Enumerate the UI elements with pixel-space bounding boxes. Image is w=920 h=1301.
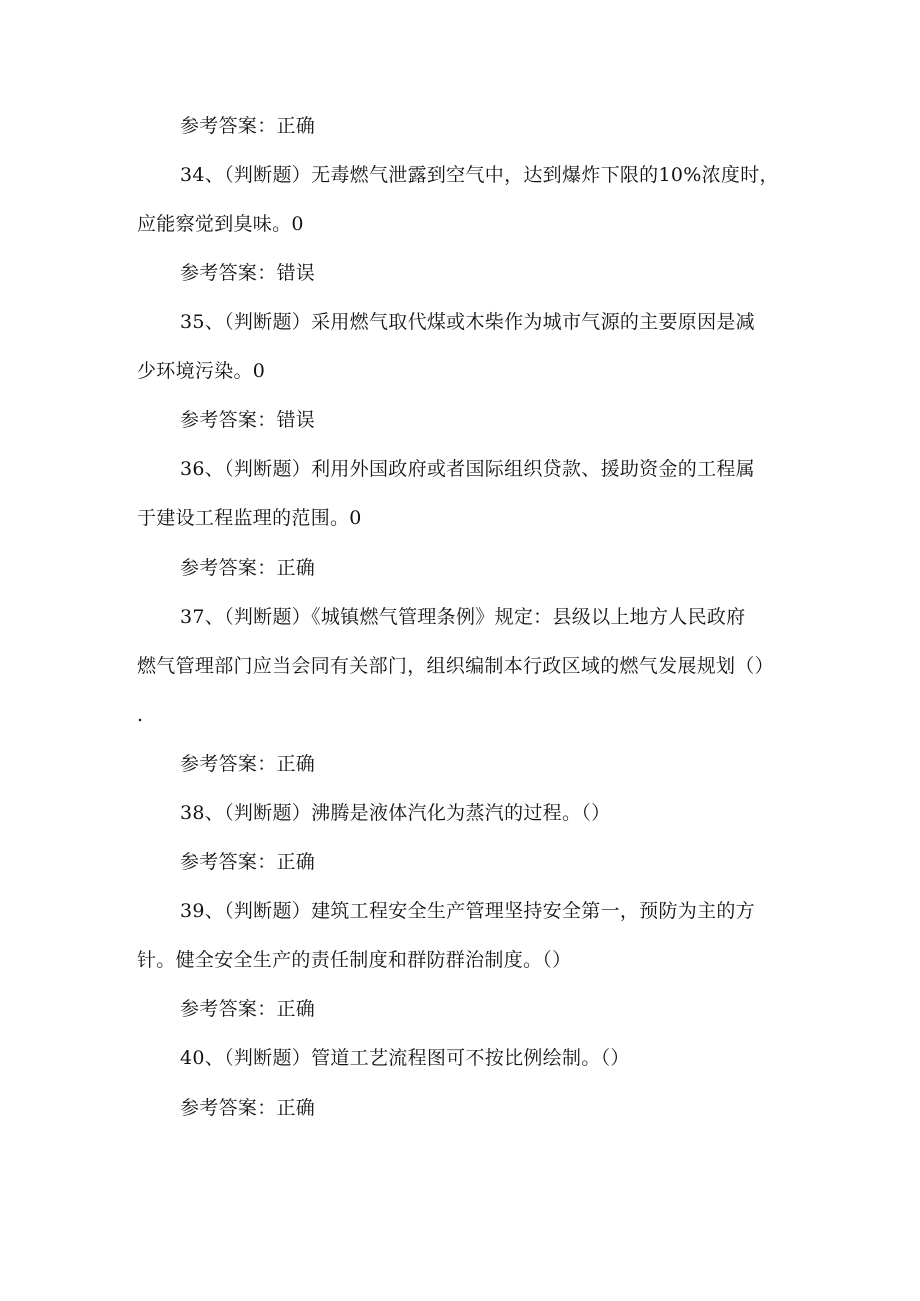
question-35-line-2: 少环境污染。0 — [137, 360, 266, 382]
answer-33: 参考答案：正确 — [180, 115, 316, 137]
question-34-line-1: 34、（判断题）无毒燃气泄露到空气中，达到爆炸下限的10%浓度时， — [180, 164, 779, 186]
answer-37: 参考答案：正确 — [180, 753, 316, 775]
question-34-line-2: 应能察觉到臭味。0 — [137, 213, 304, 235]
answer-34: 参考答案：错误 — [180, 262, 316, 284]
answer-38: 参考答案：正确 — [180, 851, 316, 873]
question-37-line-2: 燃气管理部门应当会同有关部门，组织编制本行政区域的燃气发展规划（） — [137, 655, 774, 677]
question-37-line-3: . — [137, 704, 144, 726]
question-35-line-1: 35、（判断题）采用燃气取代煤或木柴作为城市气源的主要原因是减 — [180, 311, 755, 333]
question-36-line-2: 于建设工程监理的范围。0 — [137, 507, 362, 529]
question-38-line-1: 38、（判断题）沸腾是液体汽化为蒸汽的过程。（） — [180, 802, 611, 824]
question-39-line-1: 39、（判断题）建筑工程安全生产管理坚持安全第一，预防为主的方 — [180, 900, 755, 922]
question-40-line-1: 40、（判断题）管道工艺流程图可不按比例绘制。（） — [180, 1047, 630, 1069]
answer-36: 参考答案：正确 — [180, 557, 316, 579]
question-39-line-2: 针。健全安全生产的责任制度和群防群治制度。（） — [137, 949, 572, 971]
answer-35: 参考答案：错误 — [180, 409, 316, 431]
answer-40: 参考答案：正确 — [180, 1097, 316, 1119]
question-37-line-1: 37、（判断题）《城镇燃气管理条例》规定：县级以上地方人民政府 — [180, 606, 746, 628]
answer-39: 参考答案：正确 — [180, 998, 316, 1020]
question-36-line-1: 36、（判断题）利用外国政府或者国际组织贷款、援助资金的工程属 — [180, 458, 755, 480]
